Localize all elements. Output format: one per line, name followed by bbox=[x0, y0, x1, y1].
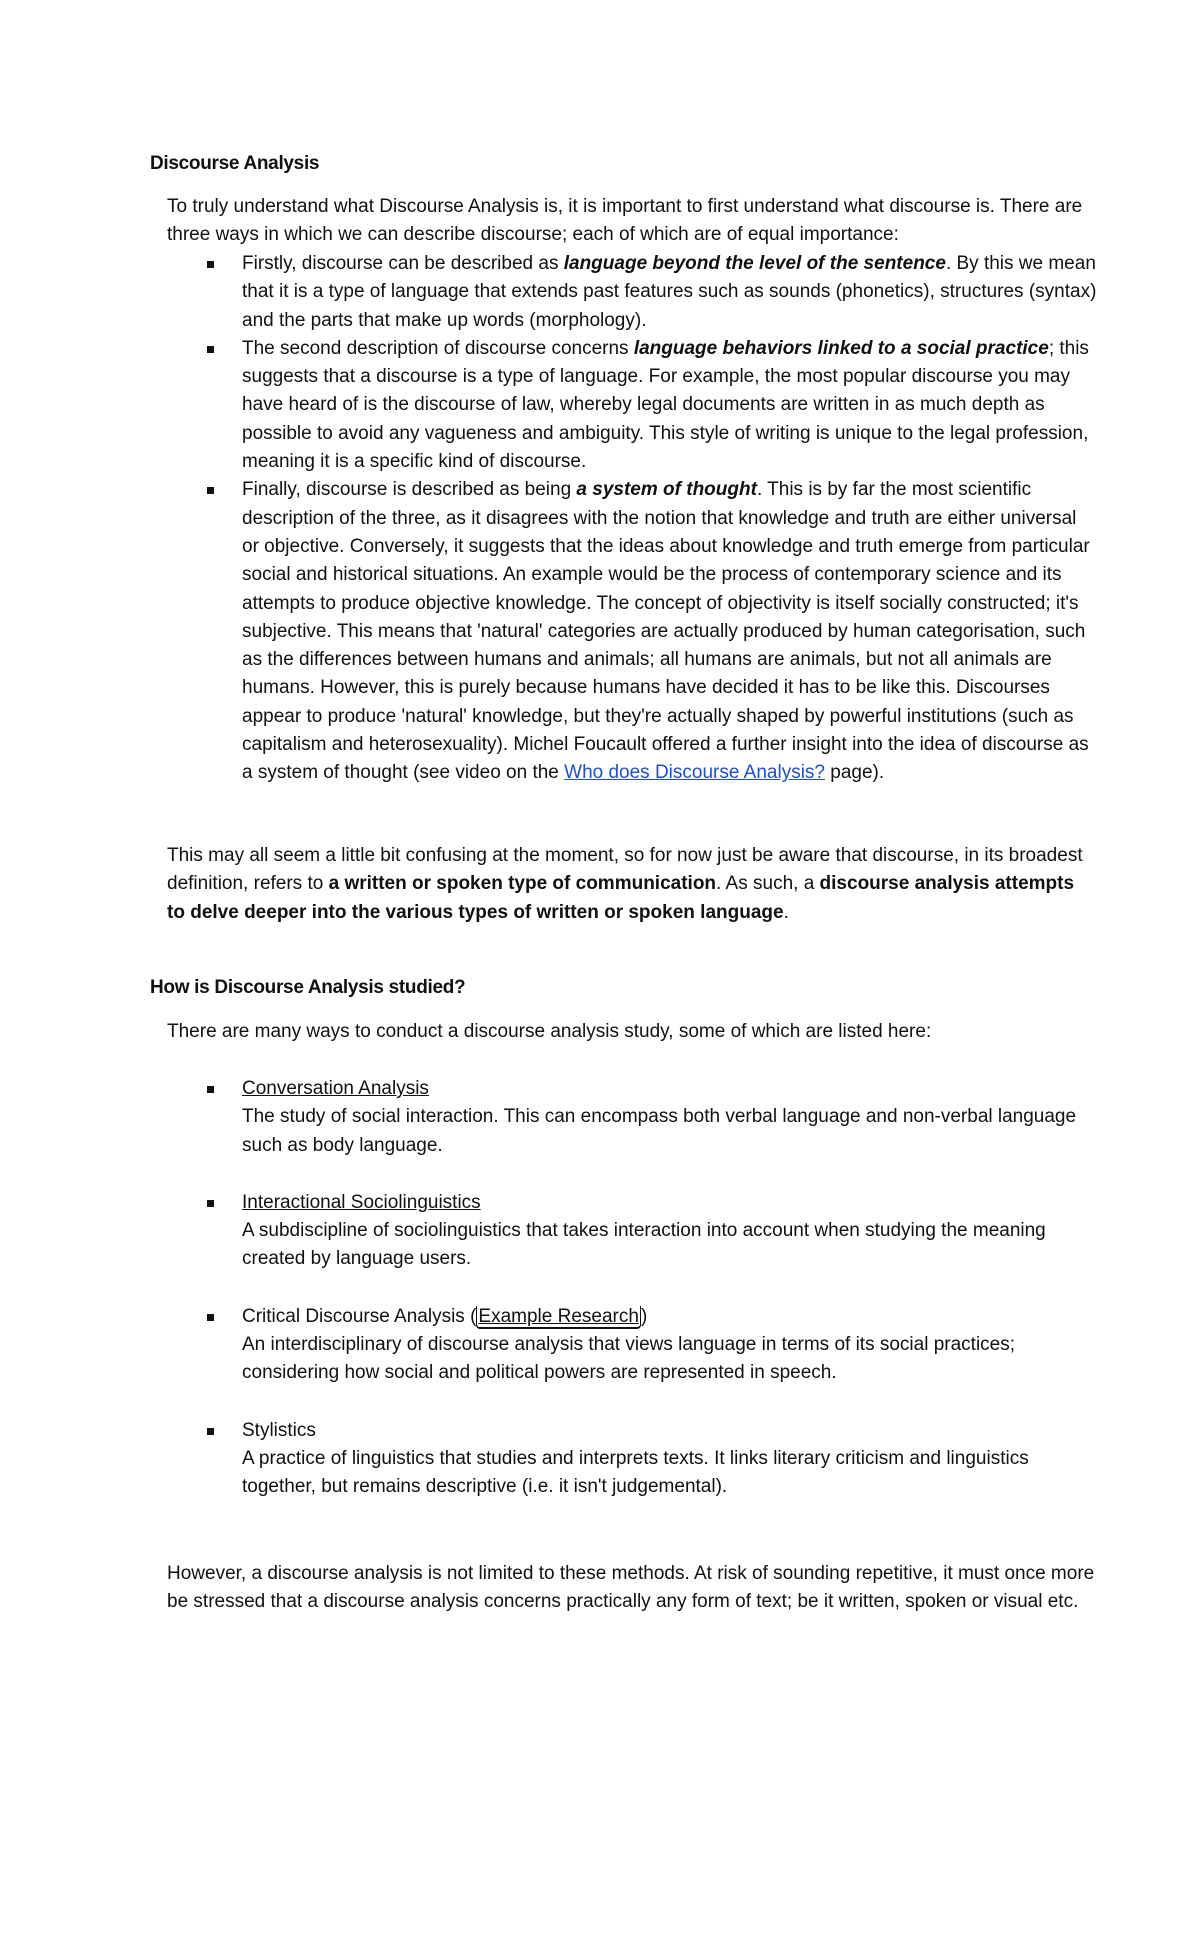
square-bullet-icon bbox=[207, 1086, 214, 1093]
list-item bbox=[167, 1417, 1097, 1502]
emphasis-text: language beyond the level of the sentence bbox=[563, 253, 946, 274]
outro-paragraph: However, a discourse analysis is not limited to these methods. At risk of sounding repetitive, it must once more be stressed that a discourse analysis concerns practically any form of text; be it written, spoken or visual etc. bbox=[167, 1563, 1095, 1613]
emphasis-text: language behaviors linked to a social practice bbox=[633, 337, 1049, 359]
list-item: The second description of discourse concerns language behaviors linked to a social practice; this suggests that a discourse is a type of language. For example, the most popular discourse you may have heard of is the discourse of law, whereby legal documents are written in as much depth as possible to avoid any vagueness and ambiguity. This style of writing is unique to the legal profession, meaning it is a specific kind of discourse. bbox=[167, 335, 1097, 476]
square-bullet-icon bbox=[207, 346, 214, 353]
closing-paragraph: This may all seem a little bit confusing at the moment, so for now just be aware that discourse, in its broadest definition, refers to a written or spoken type of communication. As such, a discourse analysis attempts to delve deeper into the various types of written or spoken language. bbox=[167, 845, 1083, 923]
method-title: Critical Discourse Analysis ( bbox=[242, 1305, 477, 1327]
method-description: An interdisciplinary of discourse analysis that views language in terms of its social practices; considering how social and political powers are represented in speech. bbox=[242, 1334, 1016, 1384]
methods-list bbox=[167, 1075, 1097, 1531]
square-bullet-icon bbox=[207, 1428, 214, 1435]
square-bullet-icon bbox=[207, 261, 214, 268]
list-item: Finally, discourse is described as being a system of thought. This is by far the most scientific description of the three, as it disagrees with the notion that knowledge and truth are either universal or objective. Conversely, it suggests that the ideas about knowledge and truth emerge from particular social and historical situations. An example would be the process of contemporary science and its attempts to produce objective knowledge. The concept of objectivity is itself socially constructed; it's subjective. This means that 'natural' categories are actually produced by human categorisation, such as the differences between humans and animals; all humans are animals, but not all animals are humans. However, this is purely because humans have decided it has to be like this. Discourses appear to produce 'natural' knowledge, but they're actually shaped by powerful institutions (such as capitalism and heterosexuality). Michel Foucault offered a further insight into the idea of discourse as a system of thought (see video on the Who does Discourse Analysis? page). bbox=[167, 476, 1097, 787]
bold-text: a written or spoken type of communication bbox=[328, 873, 717, 895]
method-description: The study of social interaction. This can encompass both verbal language and non-verbal language such as body language. bbox=[242, 1106, 1077, 1156]
methods-intro-paragraph: There are many ways to conduct a discourse analysis study, some of which are listed here: bbox=[167, 1021, 932, 1042]
method-title: Conversation Analysis bbox=[242, 1078, 429, 1099]
list-item bbox=[167, 1075, 1097, 1160]
section-heading-how-studied: How is Discourse Analysis studied? bbox=[150, 977, 466, 998]
list-item: Firstly, discourse can be described as language beyond the level of the sentence. By this we mean that it is a type of language that extends past features such as sounds (phonetics), structures (syntax) and the parts that make up words (morphology). bbox=[167, 250, 1097, 335]
method-title: Interactional Sociolinguistics bbox=[242, 1191, 481, 1213]
method-title: Stylistics bbox=[242, 1419, 316, 1441]
square-bullet-icon bbox=[207, 1200, 214, 1207]
example-research-link[interactable]: Example Research bbox=[478, 1305, 639, 1327]
emphasis-text: a system of thought bbox=[576, 479, 757, 501]
method-description: A subdiscipline of sociolinguistics that takes interaction into account when studying the meaning created by language users. bbox=[242, 1220, 1046, 1270]
section-heading-discourse-analysis: Discourse Analysis bbox=[150, 153, 320, 174]
bold-text: discourse analysis attempts to delve deeper into the various types of written or spoken language bbox=[167, 873, 1075, 923]
discourse-descriptions-list bbox=[167, 250, 1097, 788]
method-description: A practice of linguistics that studies and interprets texts. It links literary criticism and linguistics together, but remains descriptive (i.e. it isn't judgemental). bbox=[242, 1447, 1029, 1498]
intro-paragraph: To truly understand what Discourse Analysis is, it is important to first understand what discourse is. There are three ways in which we can describe discourse; each of which are of equal importance: bbox=[167, 196, 1083, 246]
square-bullet-icon bbox=[207, 1314, 214, 1321]
who-does-discourse-analysis-link[interactable]: Who does Discourse Analysis? bbox=[564, 762, 825, 784]
list-item: Critical Discourse Analysis ( Example Research ) An interdisciplinary of discourse analysis that views language in terms of its social practices; considering how social and political powers are represented in speech. bbox=[167, 1303, 1097, 1388]
list-item bbox=[167, 1189, 1097, 1274]
square-bullet-icon bbox=[207, 487, 214, 494]
